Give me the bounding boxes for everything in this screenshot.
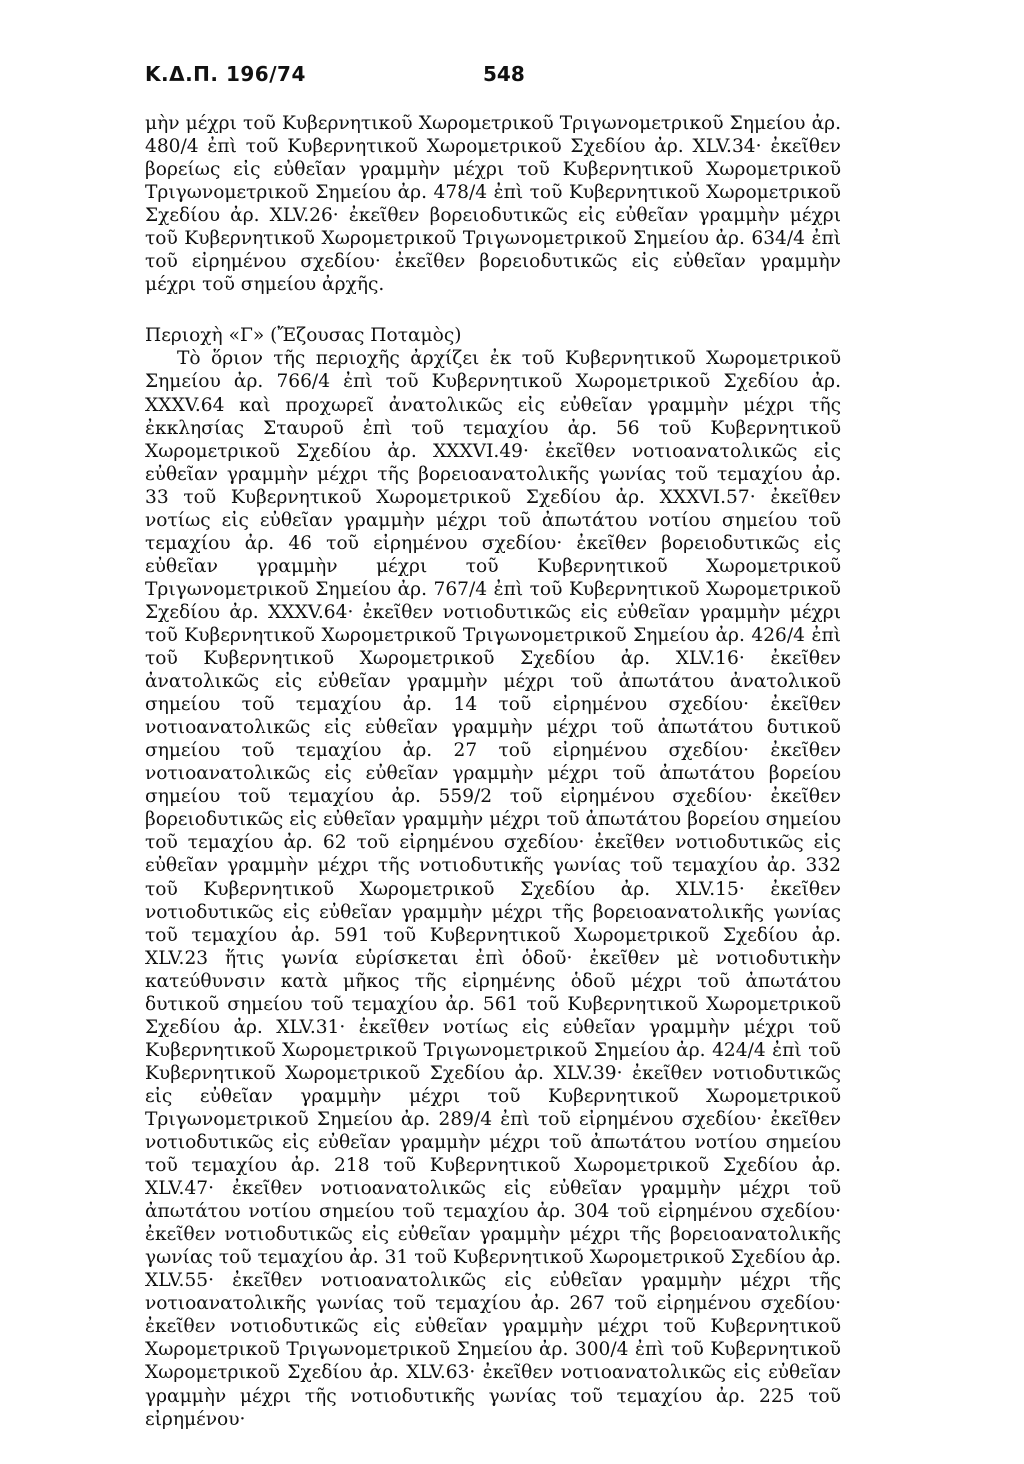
page-number: 548 xyxy=(483,62,525,86)
document-body xyxy=(145,112,841,1431)
law-reference: Κ.Δ.Π. 196/74 xyxy=(145,62,306,86)
section-heading: Περιοχὴ «Γ» (Ἔζουσας Ποταμὸς) xyxy=(145,325,462,347)
page-header xyxy=(145,62,885,92)
body-paragraph-2: Τὸ ὅριον τῆς περιοχῆς ἀρχίζει ἐκ τοῦ Κυβερνητικοῦ Χωρομετρικοῦ Σημείου ἀρ. 766/4 ἐπὶ τοῦ Κυβερνητικοῦ Χωρομετρικοῦ Σχεδίου ἀρ. XXXV.64 καὶ προχωρεῖ ἀνατολικῶς εἰς εὐθεῖαν γραμμὴν μέχρι τῆς ἐκκλησίας Σταυροῦ ἐπὶ τοῦ τεμαχίου ἀρ. 56 τοῦ Κυβερνητικοῦ Χωρομετρικοῦ Σχεδίου ἀρ. XXXVI.49· ἐκεῖθεν νοτιοανατολικῶς εἰς εὐθεῖαν γραμμὴν μέχρι τῆς βορειοανατολικῆς γωνίας τοῦ τεμαχίου ἀρ. 33 τοῦ Κυβερνητικοῦ Χωρομετρικοῦ Σχεδίου ἀρ. XXXVI.57· ἐκεῖθεν νοτίως εἰς εὐθεῖαν γραμμὴν μέχρι τοῦ ἀπωτάτου νοτίου σημείου τοῦ τεμαχίου ἀρ. 46 τοῦ εἰρημένου σχεδίου· ἐκεῖθεν βορειοδυτικῶς εἰς εὐθεῖαν γραμμὴν μέχρι τοῦ Κυβερνητικοῦ Χωρομετρικοῦ Τριγωνομετρικοῦ Σημείου ἀρ. 767/4 ἐπὶ τοῦ Κυβερνητικοῦ Χωρομετρικοῦ Σχεδίου ἀρ. XXXV.64· ἐκεῖθεν νοτιοδυτικῶς εἰς εὐθεῖαν γραμμὴν μέχρι τοῦ Κυβερνητικοῦ Χωρομετρικοῦ Τριγωνομετρικοῦ Σημείου ἀρ. 426/4 ἐπὶ τοῦ Κυβερνητικοῦ Χωρομετρικοῦ Σχεδίου ἀρ. XLV.16· ἐκεῖθεν ἀνατολικῶς εἰς εὐθεῖαν γραμμὴν μέχρι τοῦ ἀπωτάτου ἀνατολικοῦ σημείου τοῦ τεμαχίου ἀρ. 14 τοῦ εἰρημένου σχεδίου· ἐκεῖθεν νοτιοανατολικῶς εἰς εὐθεῖαν γραμμὴν μέχρι τοῦ ἀπωτάτου δυτικοῦ σημείου τοῦ τεμαχίου ἀρ. 27 τοῦ εἰρημένου σχεδίου· ἐκεῖθεν νοτιοανατολικῶς εἰς εὐθεῖαν γραμμὴν μέχρι τοῦ ἀπωτάτου βορείου σημείου τοῦ τεμαχίου ἀρ. 559/2 τοῦ εἰρημένου σχεδίου· ἐκεῖθεν βορειοδυτικῶς εἰς εὐθεῖαν γραμμὴν μέχρι τοῦ ἀπωτάτου βορείου σημείου τοῦ τεμαχίου ἀρ. 62 τοῦ εἰρημένου σχεδίου· ἐκεῖθεν νοτιοδυτικῶς εἰς εὐθεῖαν γραμμὴν μέχρι τῆς νοτιοδυτικῆς γωνίας τοῦ τεμαχίου ἀρ. 332 τοῦ Κυβερνητικοῦ Χωρομετρικοῦ Σχεδίου ἀρ. XLV.15· ἐκεῖθεν νοτιοδυτικῶς εἰς εὐθεῖαν γραμμὴν μέχρι τῆς βορειοανατολικῆς γωνίας τοῦ τεμαχίου ἀρ. 591 τοῦ Κυβερνητικοῦ Χωρομετρικοῦ Σχεδίου ἀρ. XLV.23 ἥτις γωνία εὑρίσκεται ἐπὶ ὁδοῦ· ἐκεῖθεν μὲ νοτιοδυτικὴν κατεύθυνσιν κατὰ μῆκος τῆς εἰρημένης ὁδοῦ μέχρι τοῦ ἀπωτάτου δυτικοῦ σημείου τοῦ τεμαχίου ἀρ. 561 τοῦ Κυβερνητικοῦ Χωρομετρικοῦ Σχεδίου ἀρ. XLV.31· ἐκεῖθεν νοτίως εἰς εὐθεῖαν γραμμὴν μέχρι τοῦ Κυβερνητικοῦ Χωρομετρικοῦ Τριγωνομετρικοῦ Σημείου ἀρ. 424/4 ἐπὶ τοῦ Κυβερνητικοῦ Χωρομετρικοῦ Σχεδίου ἀρ. XLV.39· ἐκεῖθεν νοτιοδυτικῶς εἰς εὐθεῖαν γραμμὴν μέχρι τοῦ Κυβερνητικοῦ Χωρομετρικοῦ Τριγωνομετρικοῦ Σημείου ἀρ. 289/4 ἐπὶ τοῦ εἰρημένου σχεδίου· ἐκεῖθεν νοτιοδυτικῶς εἰς εὐθεῖαν γραμμὴν μέχρι τοῦ ἀπωτάτου νοτίου σημείου τοῦ τεμαχίου ἀρ. 218 τοῦ Κυβερνητικοῦ Χωρομετρικοῦ Σχεδίου ἀρ. XLV.47· ἐκεῖθεν νοτιοανατολικῶς εἰς εὐθεῖαν γραμμὴν μέχρι τοῦ ἀπωτάτου νοτίου σημείου τοῦ τεμαχίου ἀρ. 304 τοῦ εἰρημένου σχεδίου· ἐκεῖθεν νοτιοδυτικῶς εἰς εὐθεῖαν γραμμὴν μέχρι τῆς βορειοανατολικῆς γωνίας τοῦ τεμαχίου ἀρ. 31 τοῦ Κυβερνητικοῦ Χωρομετρικοῦ Σχεδίου ἀρ. XLV.55· ἐκεῖθεν νοτιοανατολικῶς εἰς εὐθεῖαν γραμμὴν μέχρι τῆς νοτιοανατολικῆς γωνίας τοῦ τεμαχίου ἀρ. 267 τοῦ εἰρημένου σχεδίου· ἐκεῖθεν νοτιοδυτικῶς εἰς εὐθεῖαν γραμμὴν μέχρι τοῦ Κυβερνητικοῦ Χωρομετρικοῦ Τριγωνομετρικοῦ Σημείου ἀρ. 300/4 ἐπὶ τοῦ Κυβερνητικοῦ Χωρομετρικοῦ Σχεδίου ἀρ. XLV.63· ἐκεῖθεν νοτιοανατολικῶς εἰς εὐθεῖαν γραμμὴν μέχρι τῆς νοτιοδυτικῆς γωνίας τοῦ τεμαχίου ἀρ. 225 τοῦ εἰρημένου· xyxy=(145,348,841,1430)
body-paragraph-1: μὴν μέχρι τοῦ Κυβερνητικοῦ Χωρομετρικοῦ Τριγωνομετρικοῦ Σημείου ἀρ. 480/4 ἐπὶ τοῦ Κυβερνητικοῦ Χωρομετρικοῦ Σχεδίου ἀρ. XLV.34· ἐκεῖθεν βορείως εἰς εὐθεῖαν γραμμὴν μέχρι τοῦ Κυβερνητικοῦ Χωρομετρικοῦ Τριγωνομετρικοῦ Σημείου ἀρ. 478/4 ἐπὶ τοῦ Κυβερνητικοῦ Χωρομετρικοῦ Σχεδίου ἀρ. XLV.26· ἐκεῖθεν βορειοδυτικῶς εἰς εὐθεῖαν γραμμὴν μέχρι τοῦ Κυβερνητικοῦ Χωρομετρικοῦ Τριγωνομετρικοῦ Σημείου ἀρ. 634/4 ἐπὶ τοῦ εἰρημένου σχεδίου· ἐκεῖθεν βορειοδυτικῶς εἰς εὐθεῖαν γραμμὴν μέχρι τοῦ σημείου ἀρχῆς. xyxy=(145,113,841,296)
